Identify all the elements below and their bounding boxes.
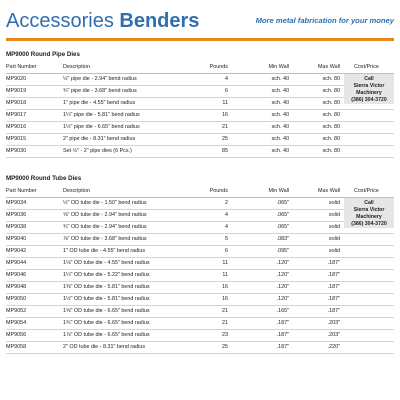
- row-min-wall: sch. 40: [271, 88, 289, 94]
- row-max-wall: solid: [328, 236, 340, 242]
- tube-table-header: [6, 186, 394, 198]
- row-description: ¾" pipe die - 3.68" bend radius: [63, 88, 137, 94]
- row-pounds: 85: [222, 148, 228, 154]
- row-part-number: MP9016: [6, 124, 27, 130]
- row-min-wall: .187": [276, 332, 289, 338]
- row-pounds: 21: [222, 124, 228, 130]
- table-row: [6, 318, 394, 330]
- row-description: 1" pipe die - 4.55" bend radius: [63, 100, 136, 106]
- tagline: More metal fabrication for your money: [255, 16, 394, 25]
- row-pounds: 21: [222, 308, 228, 314]
- row-max-wall: solid: [328, 224, 340, 230]
- row-description: 2" OD tube die - 8.31" bend radius: [63, 344, 146, 350]
- row-description: Set ½" - 2" pipe dies (6 Pcs.): [63, 148, 132, 154]
- table-row: [6, 282, 394, 294]
- tube-section-title: MP9000 Round Tube Dies: [6, 175, 82, 182]
- row-max-wall: solid: [328, 212, 340, 218]
- row-min-wall: sch. 40: [271, 112, 289, 118]
- tube-dies-section: [6, 174, 394, 354]
- row-min-wall: .187": [276, 344, 289, 350]
- call-line: Call: [364, 76, 374, 82]
- table-row: [6, 246, 394, 258]
- row-part-number: MP9020: [6, 76, 27, 82]
- call-line: Call: [364, 200, 374, 206]
- row-part-number: MP9052: [6, 308, 27, 314]
- call-line: Sierra Victor: [353, 83, 385, 89]
- row-pounds: 6: [225, 88, 228, 94]
- row-part-number: MP9050: [6, 296, 27, 302]
- col-min-wall: Min Wall: [268, 64, 289, 70]
- row-pounds: 6: [225, 248, 228, 254]
- row-max-wall: .203": [327, 320, 340, 326]
- row-pounds: 16: [222, 112, 228, 118]
- col-min-wall: Min Wall: [268, 188, 289, 194]
- table-row: [6, 234, 394, 246]
- row-pounds: 4: [225, 76, 228, 82]
- row-description: 1¼" pipe die - 5.81" bend radius: [63, 112, 140, 118]
- col-cost-price: Cost/Price: [354, 188, 379, 194]
- table-row: [6, 306, 394, 318]
- call-line: Machinery: [356, 90, 382, 96]
- row-part-number: MP9056: [6, 332, 27, 338]
- row-min-wall: .120": [276, 284, 289, 290]
- row-description: ½" pipe die - 2.94" bend radius: [63, 76, 137, 82]
- row-description: 1⅝" OD tube die - 6.65" bend radius: [63, 308, 150, 314]
- row-min-wall: .165": [276, 308, 289, 314]
- row-part-number: MP9038: [6, 224, 27, 230]
- call-line: Sierra Victor: [353, 207, 385, 213]
- tube-rows: [6, 198, 394, 354]
- row-part-number: MP9040: [6, 236, 27, 242]
- row-description: ⅞" OD tube die - 3.68" bend radius: [63, 236, 147, 242]
- row-part-number: MP9054: [6, 320, 27, 326]
- row-min-wall: sch. 40: [271, 76, 289, 82]
- table-row: [6, 342, 394, 354]
- col-part-number: Part Number: [6, 188, 37, 194]
- row-max-wall: .187": [327, 296, 340, 302]
- row-pounds: 4: [225, 224, 228, 230]
- table-row: [6, 74, 394, 86]
- row-min-wall: sch. 40: [271, 148, 289, 154]
- row-pounds: 16: [222, 284, 228, 290]
- row-part-number: MP9058: [6, 344, 27, 350]
- row-part-number: MP9048: [6, 284, 27, 290]
- row-min-wall: sch. 40: [271, 100, 289, 106]
- col-pounds: Pounds: [209, 64, 228, 70]
- row-max-wall: sch. 80: [322, 148, 340, 154]
- row-max-wall: .187": [327, 272, 340, 278]
- row-part-number: MP9042: [6, 248, 27, 254]
- row-min-wall: .083": [276, 236, 289, 242]
- row-min-wall: .065": [276, 224, 289, 230]
- row-min-wall: .187": [276, 320, 289, 326]
- row-part-number: MP9046: [6, 272, 27, 278]
- table-row: [6, 258, 394, 270]
- pipe-rows: [6, 74, 394, 158]
- col-pounds: Pounds: [209, 188, 228, 194]
- table-row: [6, 122, 394, 134]
- col-cost-price: Cost/Price: [354, 64, 379, 70]
- row-description: 1½" OD tube die - 5.81" bend radius: [63, 296, 150, 302]
- row-pounds: 16: [222, 296, 228, 302]
- table-row: [6, 86, 394, 98]
- row-max-wall: .203": [327, 332, 340, 338]
- row-pounds: 11: [222, 100, 228, 106]
- table-row: [6, 98, 394, 110]
- row-max-wall: sch. 80: [322, 100, 340, 106]
- row-max-wall: solid: [328, 200, 340, 206]
- row-part-number: MP9018: [6, 100, 27, 106]
- col-description: Description: [63, 188, 90, 194]
- table-row: [6, 210, 394, 222]
- pipe-section-title: MP9000 Round Pipe Dies: [6, 51, 80, 58]
- tube-dies-table: [6, 186, 394, 354]
- row-min-wall: sch. 40: [271, 124, 289, 130]
- row-pounds: 2: [225, 200, 228, 206]
- pipe-table-header: [6, 62, 394, 74]
- title-accessories: Accessories: [6, 10, 114, 32]
- row-max-wall: solid: [328, 248, 340, 254]
- row-part-number: MP9036: [6, 212, 27, 218]
- table-row: [6, 146, 394, 158]
- pipe-dies-section: [6, 50, 394, 158]
- row-description: ½" OD tube die - 1.50" bend radius: [63, 200, 147, 206]
- row-min-wall: .095": [276, 248, 289, 254]
- call-line: Machinery: [356, 214, 382, 220]
- title-benders: Benders: [119, 10, 200, 32]
- row-min-wall: .065": [276, 212, 289, 218]
- table-row: [6, 110, 394, 122]
- row-min-wall: .120": [276, 272, 289, 278]
- row-max-wall: sch. 80: [322, 88, 340, 94]
- row-description: 1⅛" OD tube die - 4.55" bend radius: [63, 260, 150, 266]
- table-row: [6, 134, 394, 146]
- call-line: (386) 304-3720: [351, 221, 387, 227]
- row-max-wall: .220": [327, 344, 340, 350]
- call-line: (386) 304-3720: [351, 97, 387, 103]
- row-part-number: MP9034: [6, 200, 27, 206]
- row-max-wall: sch. 80: [322, 124, 340, 130]
- table-row: [6, 198, 394, 210]
- row-pounds: 23: [222, 332, 228, 338]
- row-part-number: MP9030: [6, 148, 27, 154]
- row-part-number: MP9044: [6, 260, 27, 266]
- header-divider: [6, 38, 394, 41]
- row-description: 1⅞" OD tube die - 6.65" bend radius: [63, 332, 150, 338]
- table-row: [6, 270, 394, 282]
- row-pounds: 11: [222, 260, 228, 266]
- page-header: [6, 8, 394, 34]
- row-description: 1¼" OD tube die - 5.22" bend radius: [63, 272, 150, 278]
- row-pounds: 21: [222, 320, 228, 326]
- table-row: [6, 330, 394, 342]
- pipe-call-note: [344, 74, 394, 104]
- row-part-number: MP9019: [6, 88, 27, 94]
- row-min-wall: .120": [276, 296, 289, 302]
- row-max-wall: sch. 80: [322, 76, 340, 82]
- table-row: [6, 222, 394, 234]
- row-description: 1⅜" OD tube die - 5.81" bend radius: [63, 284, 150, 290]
- row-min-wall: sch. 40: [271, 136, 289, 142]
- row-max-wall: sch. 80: [322, 136, 340, 142]
- pipe-dies-table: [6, 62, 394, 158]
- row-min-wall: .120": [276, 260, 289, 266]
- tube-call-note: [344, 198, 394, 228]
- row-pounds: 25: [222, 344, 228, 350]
- row-max-wall: .187": [327, 284, 340, 290]
- row-description: 1¾" OD tube die - 6.65" bend radius: [63, 320, 150, 326]
- table-row: [6, 294, 394, 306]
- row-description: 1" OD tube die - 4.55" bend radius: [63, 248, 146, 254]
- row-description: 2" pipe die - 8.31" bend radius: [63, 136, 136, 142]
- row-part-number: MP9017: [6, 112, 27, 118]
- col-description: Description: [63, 64, 90, 70]
- row-max-wall: .187": [327, 308, 340, 314]
- col-part-number: Part Number: [6, 64, 37, 70]
- row-min-wall: .065": [276, 200, 289, 206]
- col-max-wall: Max Wall: [318, 64, 340, 70]
- row-pounds: 5: [225, 236, 228, 242]
- col-max-wall: Max Wall: [318, 188, 340, 194]
- row-pounds: 11: [222, 272, 228, 278]
- page-title: [6, 8, 199, 34]
- row-description: 1½" pipe die - 6.65" bend radius: [63, 124, 140, 130]
- row-max-wall: .187": [327, 260, 340, 266]
- row-max-wall: sch. 80: [322, 112, 340, 118]
- row-part-number: MP9015: [6, 136, 27, 142]
- row-description: ⅝" OD tube die - 2.94" bend radius: [63, 212, 147, 218]
- row-pounds: 4: [225, 212, 228, 218]
- row-pounds: 25: [222, 136, 228, 142]
- row-description: ¾" OD tube die - 2.94" bend radius: [63, 224, 147, 230]
